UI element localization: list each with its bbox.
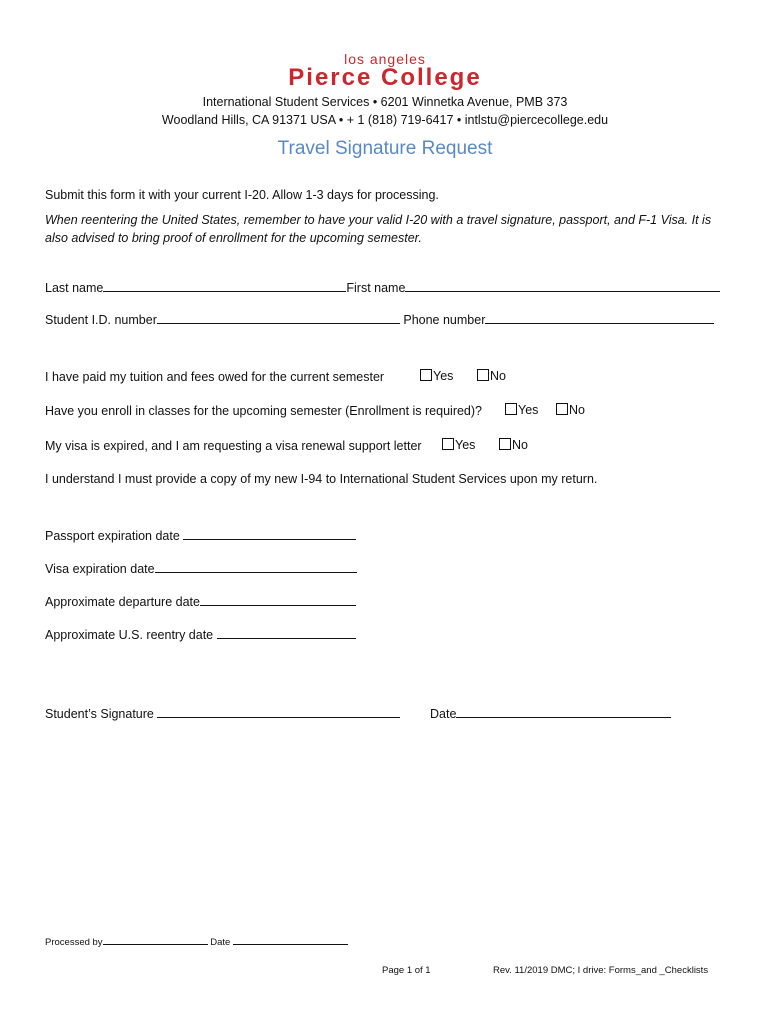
q2-no-label: No <box>569 403 585 417</box>
intro-text: Submit this form it with your current I-20. Allow 1-3 days for processing. <box>45 188 439 202</box>
q1-yes-label: Yes <box>433 369 454 383</box>
processed-by-field[interactable] <box>103 935 208 945</box>
passport-label: Passport expiration date <box>45 529 180 543</box>
q3-yes-option[interactable] <box>442 438 475 452</box>
q3-no-label: No <box>512 438 528 452</box>
signature-field[interactable] <box>157 706 400 718</box>
q1-yes-option[interactable] <box>420 369 453 383</box>
student-id-field[interactable] <box>157 312 400 324</box>
passport-row <box>45 528 356 543</box>
q3-no-option[interactable] <box>499 438 528 452</box>
q2-yes-checkbox[interactable] <box>505 403 517 415</box>
phone-field[interactable] <box>485 312 714 324</box>
q1-yes-checkbox[interactable] <box>420 369 432 381</box>
question-2: Have you enroll in classes for the upcoming semester (Enrollment is required)? <box>45 404 482 418</box>
logo-top-text: los angeles <box>344 51 426 67</box>
question-3: My visa is expired, and I am requesting a visa renewal support letter <box>45 439 422 453</box>
student-id-label: Student I.D. number <box>45 313 157 327</box>
first-name-label: First name <box>346 281 406 295</box>
revision-note: Rev. 11/2019 DMC; I drive: Forms_and _Checklists <box>493 965 709 976</box>
last-name-row <box>45 280 720 295</box>
logo-main-text: Pierce College <box>288 64 482 91</box>
q3-yes-checkbox[interactable] <box>442 438 454 450</box>
visa-row <box>45 561 357 576</box>
passport-date-field[interactable] <box>183 528 356 540</box>
processed-by-row <box>45 935 348 948</box>
q3-yes-label: Yes <box>455 438 476 452</box>
q2-yes-option[interactable] <box>505 403 538 417</box>
signature-label: Student’s Signature <box>45 707 154 721</box>
question-1: I have paid my tuition and fees owed for the current semester <box>45 370 385 384</box>
signature-date-field[interactable] <box>456 706 671 718</box>
first-name-field[interactable] <box>405 280 720 292</box>
signature-row <box>45 706 400 721</box>
reentry-date-field[interactable] <box>217 627 356 639</box>
last-name-label: Last name <box>45 281 104 295</box>
q2-yes-label: Yes <box>518 403 539 417</box>
signature-date-row <box>430 706 671 721</box>
visa-date-field[interactable] <box>155 561 357 573</box>
phone-label: Phone number <box>403 313 486 327</box>
note-line-1: When reentering the United States, remember to have your valid I-20 with a travel signature, passport, and F-1 Visa. It is <box>45 213 712 227</box>
q2-no-option[interactable] <box>556 403 585 417</box>
reentry-label: Approximate U.S. reentry date <box>45 628 214 642</box>
q2-no-checkbox[interactable] <box>556 403 568 415</box>
note-line-2: also advised to bring proof of enrollment for the upcoming semester. <box>45 231 422 245</box>
college-logo <box>0 52 770 90</box>
signature-date-label: Date <box>430 707 457 721</box>
reentry-row <box>45 627 356 642</box>
q3-no-checkbox[interactable] <box>499 438 511 450</box>
processed-date-field[interactable] <box>233 935 348 945</box>
q1-no-option[interactable] <box>477 369 506 383</box>
i94-statement: I understand I must provide a copy of my new I-94 to International Student Services upon my return. <box>45 472 598 486</box>
address-line-1: International Student Services • 6201 Winnetka Avenue, PMB 373 <box>202 95 568 109</box>
id-phone-row <box>45 312 714 327</box>
form-title: Travel Signature Request <box>277 138 493 159</box>
q1-no-checkbox[interactable] <box>477 369 489 381</box>
departure-row <box>45 594 356 609</box>
visa-label: Visa expiration date <box>45 562 155 576</box>
departure-label: Approximate departure date <box>45 595 200 609</box>
page-number: Page 1 of 1 <box>382 965 431 976</box>
q1-no-label: No <box>490 369 506 383</box>
processed-date-label: Date <box>210 937 231 948</box>
departure-date-field[interactable] <box>200 594 356 606</box>
processed-by-label: Processed by <box>45 937 103 948</box>
last-name-field[interactable] <box>103 280 346 292</box>
address-line-2: Woodland Hills, CA 91371 USA • + 1 (818) 719-6417 • intlstu@piercecollege.edu <box>161 113 609 127</box>
